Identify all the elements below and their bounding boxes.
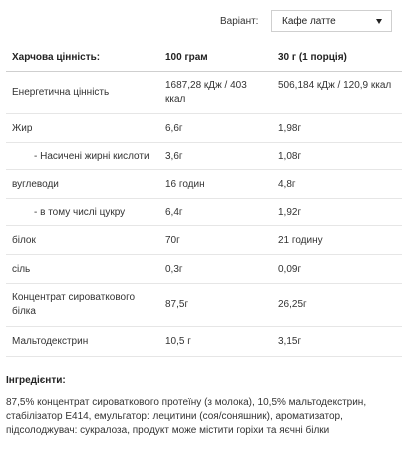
table-row <box>6 143 402 170</box>
table-row <box>6 114 402 143</box>
row-per-serving: 3,15г <box>278 336 302 347</box>
ingredients-text: 87,5% концентрат сироваткового протеїну (з молока), 10,5% мальтодекстрин, стабілізатор E414, емульгатор: лецитини (соя/соняшник), ароматизатор, підсолоджувач: сукралоза, продукт може містити горіхи та яєчні білки <box>6 397 367 436</box>
table-row <box>6 226 402 255</box>
header-nutrition: Харчова цінність: <box>12 52 101 63</box>
table-row <box>6 72 402 114</box>
table-row <box>6 284 402 327</box>
row-per-serving: 4,8г <box>278 179 296 190</box>
row-per-100g: 87,5г <box>165 299 189 310</box>
row-name: - в тому числі цукру <box>34 207 126 218</box>
row-per-100g: 3,6г <box>165 151 183 162</box>
ingredients-title: Інгредієнти: <box>6 375 66 386</box>
table-row <box>6 170 402 199</box>
row-per-100g: 6,4г <box>165 207 183 218</box>
variant-label: Варіант: <box>220 16 259 27</box>
row-per-100g: 70г <box>165 235 180 246</box>
table-header-row <box>6 44 402 72</box>
row-per-100g: 16 годин <box>165 179 205 190</box>
row-per-100g: 0,3г <box>165 264 183 275</box>
variant-select-value: Кафе латте <box>282 16 336 27</box>
table-row <box>6 199 402 226</box>
row-per-100g: 6,6г <box>165 123 183 134</box>
nutrition-table <box>6 44 402 357</box>
row-name: білок <box>12 235 36 246</box>
row-per-serving: 1,08г <box>278 151 302 162</box>
table-row <box>6 255 402 284</box>
variant-selector-row <box>0 10 406 34</box>
table-row <box>6 327 402 357</box>
row-per-serving: 21 годину <box>278 235 323 246</box>
chevron-down-icon <box>376 19 382 24</box>
row-per-serving: 0,09г <box>278 264 302 275</box>
row-name: Енергетична цінність <box>12 87 110 98</box>
row-per-serving: 1,92г <box>278 207 302 218</box>
row-per-100g: 10,5 г <box>165 336 191 347</box>
row-name: сіль <box>12 264 31 275</box>
row-per-serving: 26,25г <box>278 299 307 310</box>
row-per-serving: 506,184 кДж / 120,9 ккал <box>278 80 392 91</box>
row-name: Мальтодекстрин <box>12 336 89 347</box>
header-per-100g: 100 грам <box>165 52 208 63</box>
header-per-serving: 30 г (1 порція) <box>278 52 347 63</box>
row-per-serving: 1,98г <box>278 123 302 134</box>
row-name: Жир <box>12 123 33 134</box>
row-per-100g: 1687,28 кДж / 403 ккал <box>165 80 247 105</box>
row-name: - Насичені жирні кислоти <box>34 151 150 162</box>
variant-select[interactable] <box>271 10 392 32</box>
row-name: Концентрат сироваткового білка <box>12 292 136 317</box>
row-name: вуглеводи <box>12 179 59 190</box>
